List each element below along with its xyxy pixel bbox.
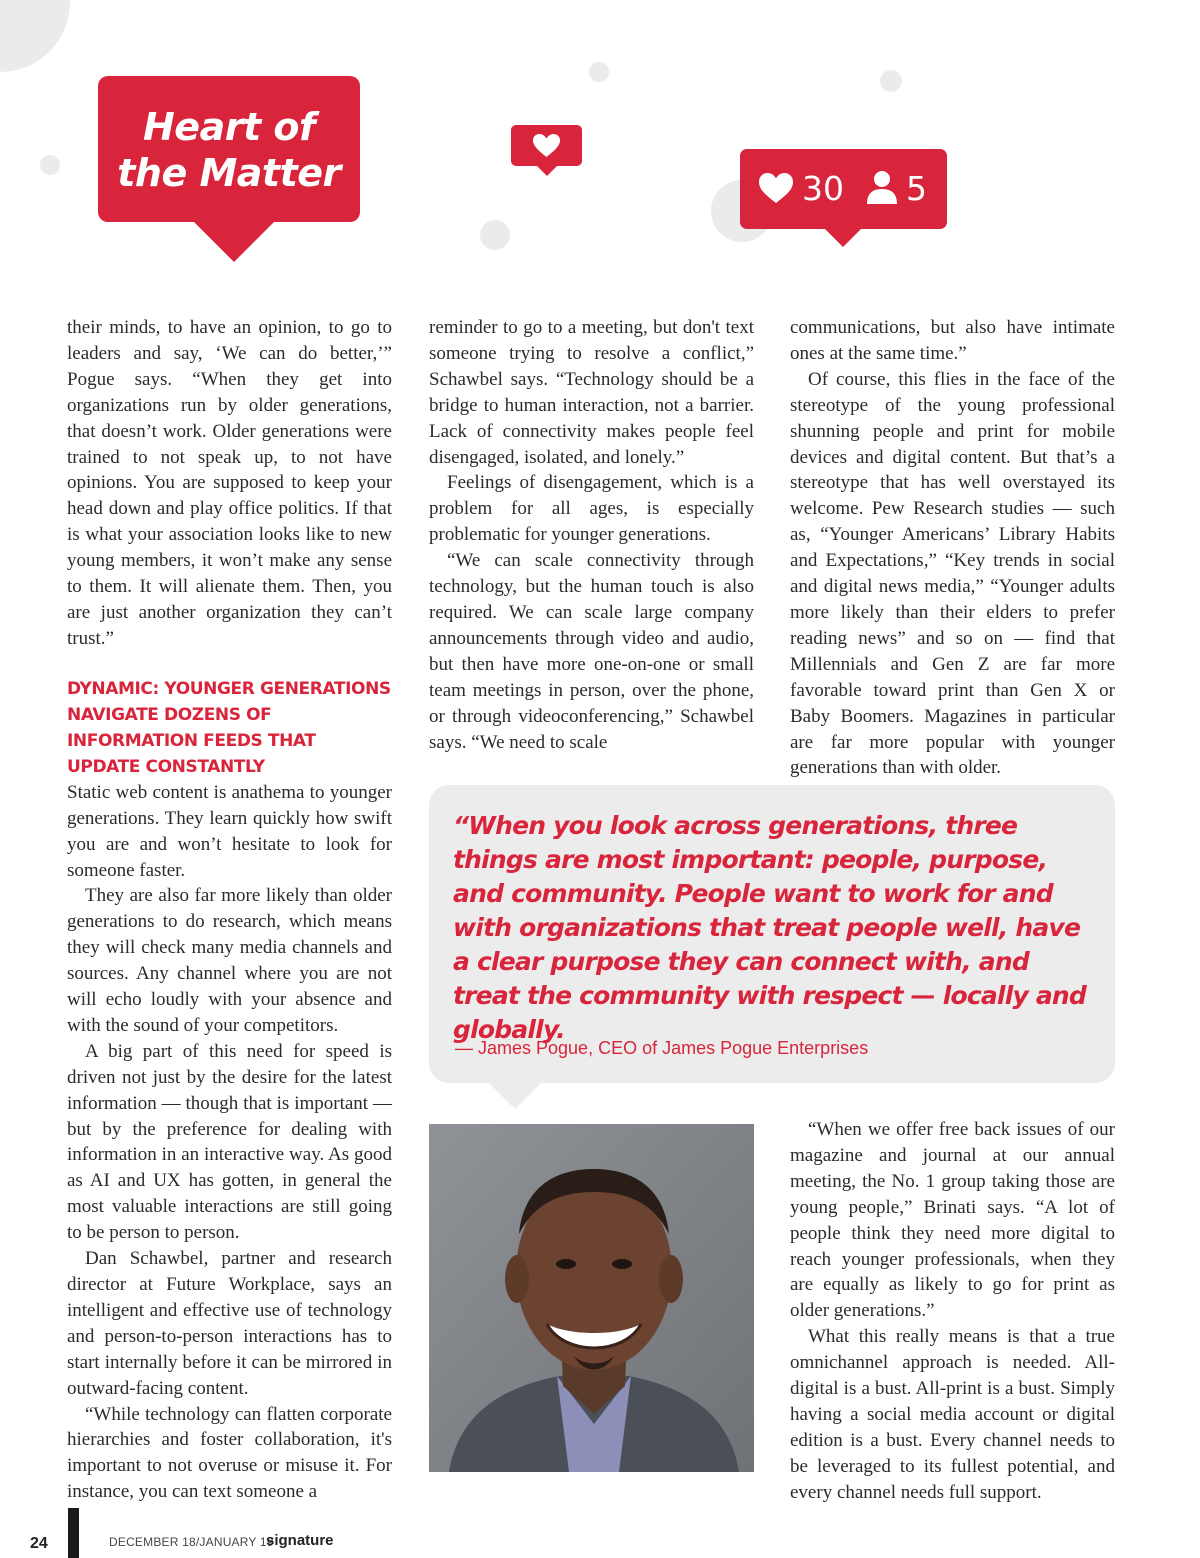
section-subheading: DYNAMIC: YOUNGER GENERATIONS NAVIGATE DOZENS OF INFORMATION FEEDS THAT UPDATE CONSTANTLY <box>67 678 391 777</box>
article-column-4 <box>790 1117 1115 1506</box>
article-paragraph: reminder to go to a meeting, but don't text someone trying to resolve a conflict,” Schawbel says. “Technology should be a bridge to human interaction, not a barrier. Lack of connectivity makes people feel disengaged, isolated, and lonely.” <box>429 317 754 468</box>
article-paragraph: “When we offer free back issues of our magazine and journal at our annual meeting, the No. 1 group taking those are young people,” Brinati says. “A lot of people think they need more digital to reach younger professionals, when they are equally as likely to go for print as older generations.” <box>790 1119 1115 1322</box>
article-paragraph: They are also far more likely than older generations to do research, which means they will check many media channels and sources. Any channel where you are not will echo loudly with your absence and with the sound of your competitors. <box>67 885 392 1036</box>
footer-divider <box>68 1508 79 1558</box>
article-paragraph: Dan Schawbel, partner and research director at Future Workplace, says an intelligent and effective use of technology and person-to-person interactions has to start internally before it can be mirrored in outward-facing content. <box>67 1248 392 1399</box>
portrait-illustration <box>429 1124 754 1472</box>
article-column-2 <box>429 315 754 755</box>
social-stats-bubble <box>740 149 947 229</box>
article-paragraph: Static web content is anathema to younger generations. They learn quickly how swift you are and won’t hesitate to look for someone faster. <box>67 781 392 881</box>
page-title-line-1: Heart of <box>143 105 315 149</box>
article-paragraph: Feelings of disengagement, which is a problem for all ages, is especially problematic for younger generations. <box>429 472 754 546</box>
article-paragraph: “While technology can flatten corporate hierarchies and foster collaboration, it's important to not overuse or misuse it. For instance, you can text someone a <box>67 1403 392 1503</box>
heart-bubble-tail <box>537 166 557 176</box>
article-column-3 <box>790 315 1115 781</box>
article-paragraph: communications, but also have intimate ones at the same time.” <box>790 317 1115 364</box>
page-title <box>98 104 360 196</box>
pull-quote-tail <box>489 1083 541 1109</box>
article-paragraph: their minds, to have an opinion, to go to leaders and say, ‘We can do better,’” Pogue says. “When they get into organizations run by older generations, that doesn’t work. Older generations were trained to not speak up, to not have opinions. You are supposed to keep your head down and play office politics. If that is what your association looks like to new young members, it won’t make any sense to them. It will alienate them. Then, you are just another organization they can’t trust.” <box>67 317 392 649</box>
decorative-dot <box>480 220 510 250</box>
page-number: 24 <box>30 1535 48 1552</box>
article-column-1 <box>67 315 392 1505</box>
article-paragraph: What this really means is that a true omnichannel approach is needed. All-digital is a bust. All-print is a bust. Simply having a social media account or digital edition is a bust. Every channel needs to be leveraged to its fullest potential, and every channel needs full support. <box>790 1326 1115 1503</box>
likes-count: 30 <box>802 169 844 208</box>
pull-quote-text: “When you look across generations, three things are most important: people, purpose, and community. People want to work for and with organizations that treat people well, have a clear purpose they can connect with, and treat the community with respect — locally and globally. <box>453 811 1087 1044</box>
pull-quote-attribution: — James Pogue, CEO of James Pogue Enterprises <box>455 1038 869 1058</box>
followers-count: 5 <box>906 169 927 208</box>
magazine-name: signature <box>266 1532 334 1549</box>
heart-icon <box>511 125 582 166</box>
article-paragraph: “We can scale connectivity through technology, but the human touch is also required. We can scale large company announcements through video and audio, but then have more one-on-one or small team meetings in person, over the phone, or through videoconferencing,” Schawbel says. “We need to scale <box>429 550 754 753</box>
title-bubble <box>98 76 360 222</box>
decorative-dot <box>0 0 70 72</box>
decorative-dot <box>589 62 609 82</box>
article-paragraph: A big part of this need for speed is driven not just by the desire for the latest information — though that is important — but by the preference for dealing with information in an interactive way. As good as AI and UX has gotten, in general the most valuable interactions are still going to be person to person. <box>67 1040 392 1244</box>
heart-notification-bubble <box>511 125 582 166</box>
decorative-dot <box>40 155 60 175</box>
stats-bubble-tail <box>825 229 861 247</box>
article-paragraph: Of course, this flies in the face of the stereotype of the young professional shunning people and print for mobile devices and digital content. But that’s a stereotype that has well overstayed its welcome. Pew Research studies — such as, “Younger Americans’ Library Habits and Expectations,” “Key trends in social and digital news media,” “Younger adults more likely than their elders to prefer reading news” and so on — find that Millennials and Gen Z are far more favorable toward print than Gen X or Baby Boomers. Magazines in particular are far more popular with younger generations than with older. <box>790 368 1115 779</box>
page-title-line-2: the Matter <box>117 151 341 195</box>
user-icon <box>863 169 901 207</box>
decorative-dot <box>880 70 902 92</box>
portrait-photo <box>429 1124 754 1472</box>
title-bubble-tail <box>192 220 276 262</box>
pull-quote-bubble <box>429 785 1115 1083</box>
heart-icon <box>756 169 796 209</box>
issue-date: DECEMBER 18/JANUARY 19 <box>109 1535 274 1549</box>
